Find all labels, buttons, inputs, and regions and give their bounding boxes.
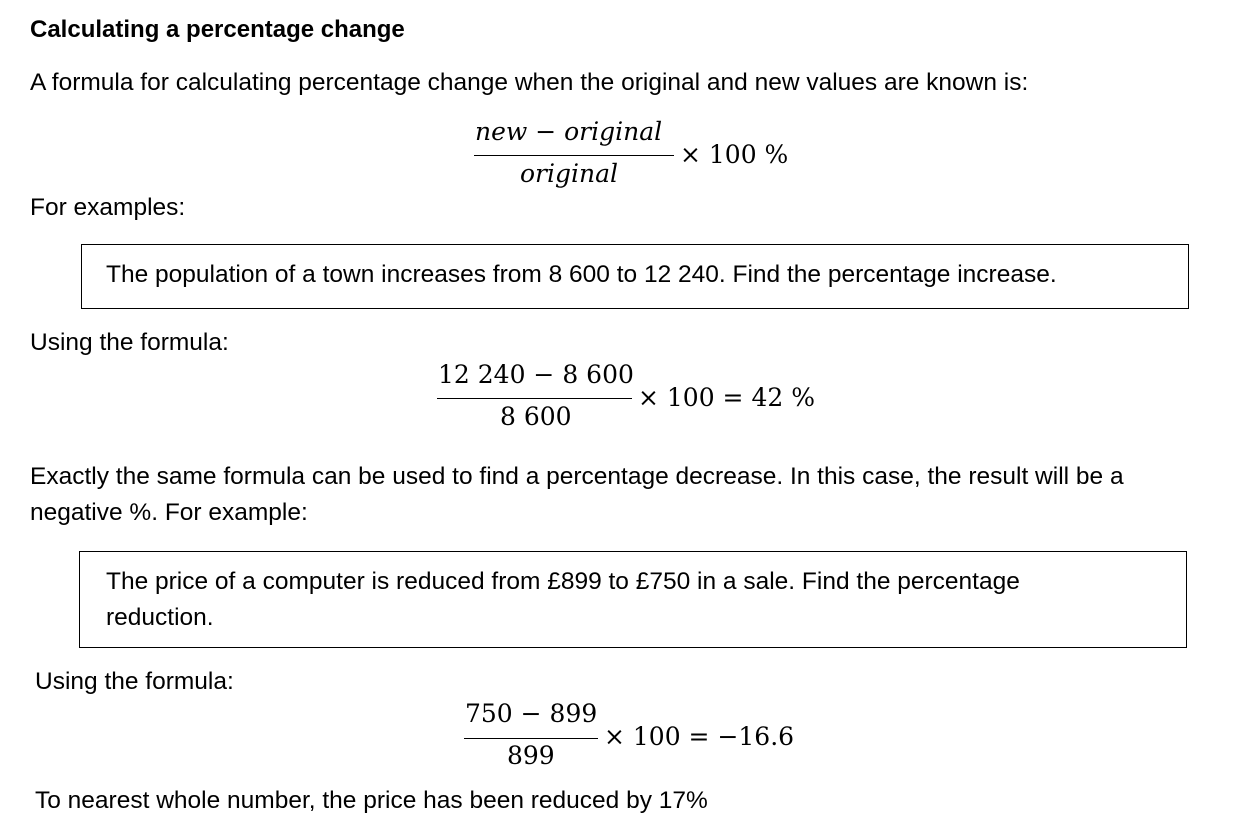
- conclusion-text: To nearest whole number, the price has been reduced by 17%: [35, 787, 708, 814]
- example1-numerator: 12 240 − 8 600: [438, 360, 634, 389]
- formula-multiplier: × 100 %: [680, 140, 789, 169]
- formula-denominator: original: [520, 159, 618, 188]
- example2-denominator: 899: [507, 741, 555, 770]
- example1-using-label: Using the formula:: [30, 329, 229, 356]
- example1-box: [81, 244, 1189, 309]
- example2-fraction-bar: [464, 738, 598, 739]
- example1-fraction-bar: [437, 398, 632, 399]
- example2-result: × 100 = −16.6: [604, 722, 795, 751]
- example2-question-line1: The price of a computer is reduced from £899 to £750 in a sale. Find the percentage: [106, 568, 1020, 595]
- example2-using-label: Using the formula:: [35, 668, 234, 695]
- example2-box: [79, 551, 1187, 648]
- formula-numerator: new − original: [475, 117, 663, 146]
- example1-question: The population of a town increases from 8 600 to 12 240. Find the percentage increase.: [106, 261, 1057, 288]
- page-title: Calculating a percentage change: [30, 16, 405, 43]
- intro-text: A formula for calculating percentage change when the original and new values are known is:: [30, 69, 1029, 96]
- example2-question-line2: reduction.: [106, 604, 214, 631]
- example1-denominator: 8 600: [500, 402, 572, 431]
- for-examples-label: For examples:: [30, 194, 186, 221]
- decrease-paragraph-line2: negative %. For example:: [30, 499, 308, 526]
- example2-numerator: 750 − 899: [465, 699, 598, 728]
- decrease-paragraph-line1: Exactly the same formula can be used to find a percentage decrease. In this case, the result will be a: [30, 463, 1124, 490]
- example1-result: × 100 = 42 %: [638, 383, 815, 412]
- formula-fraction-bar: [474, 155, 674, 156]
